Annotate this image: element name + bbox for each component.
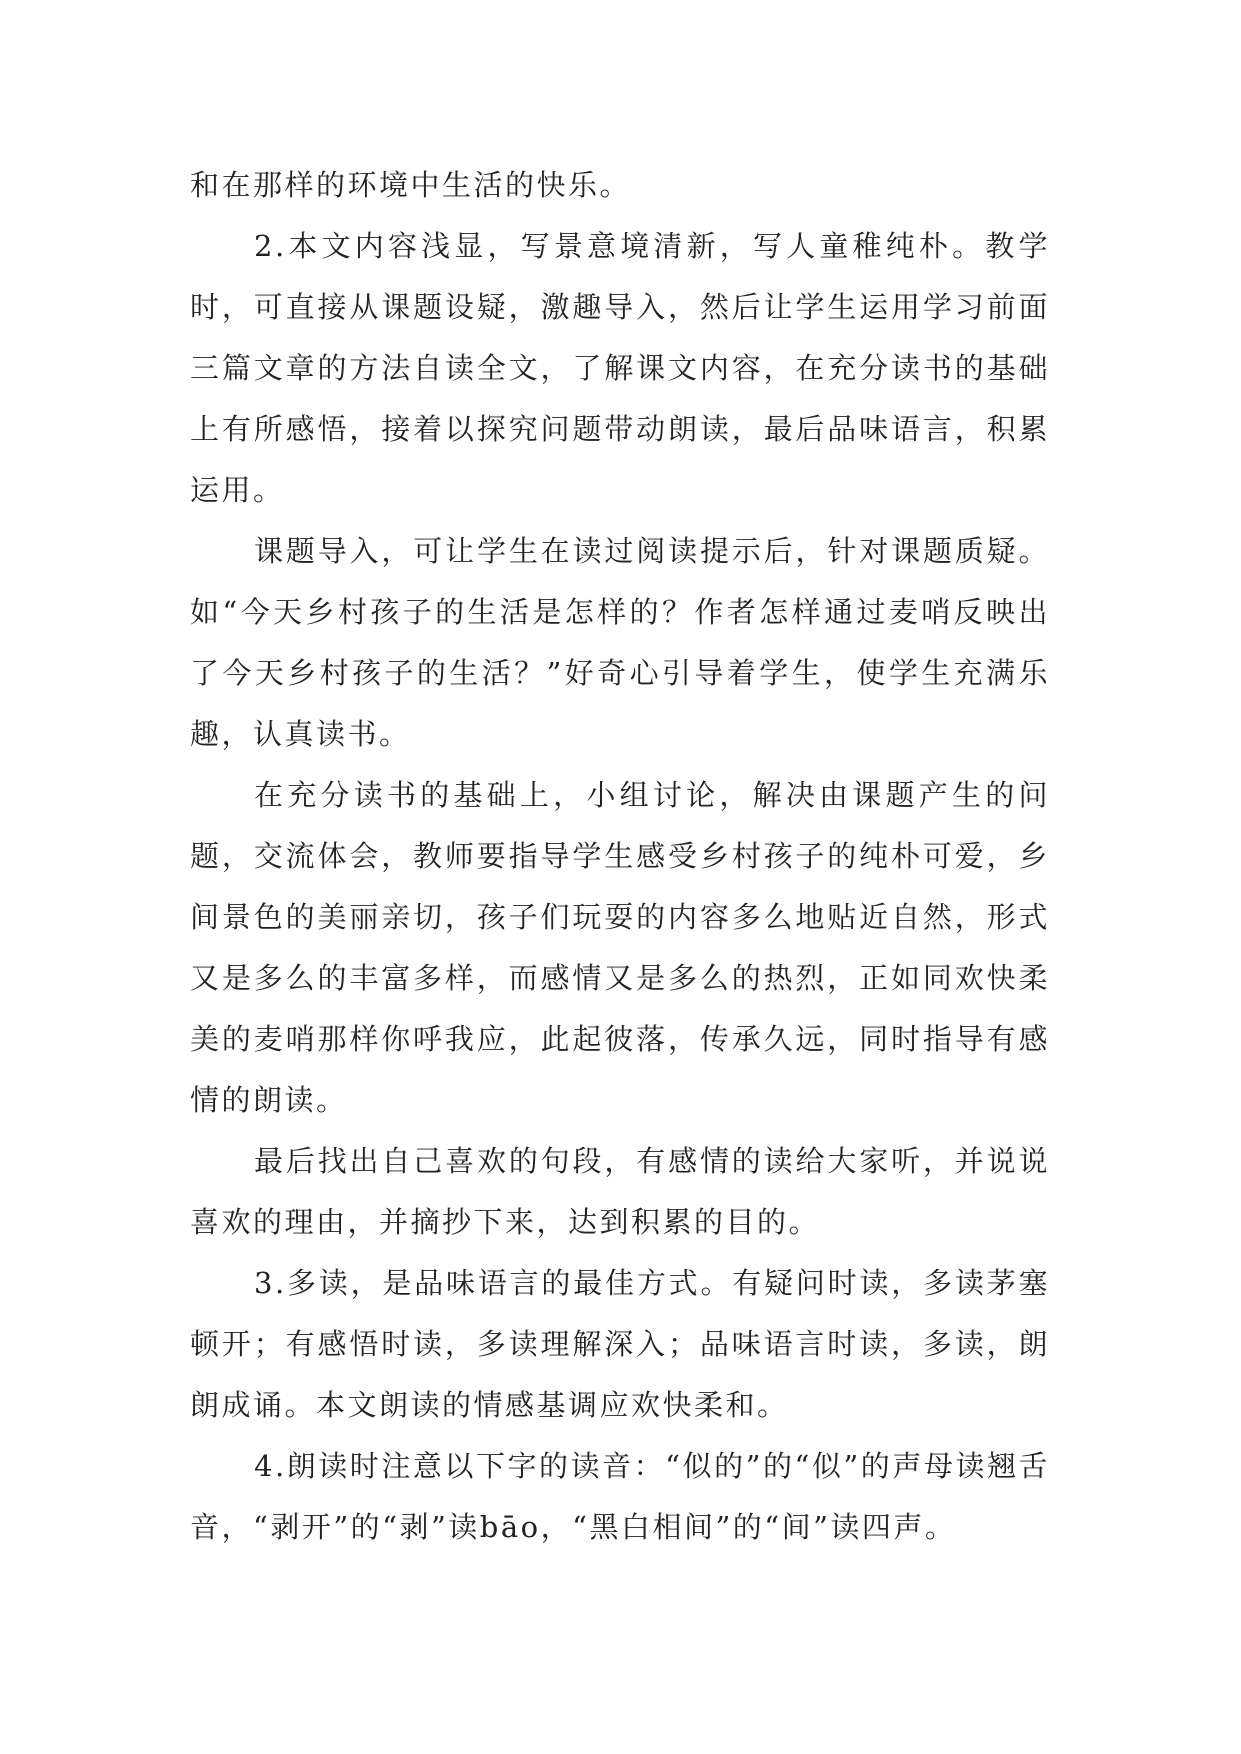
paragraph-2: 2.本文内容浅显，写景意境清新，写人童稚纯朴。教学时，可直接从课题设疑，激趣导入，然后让学生运用学习前面三篇文章的方法自读全文，了解课文内容，在充分读书的基础上有所感悟，接着以探究问题带动朗读，最后品味语言，积累运用。 — [190, 229, 1050, 507]
paragraph-3: 课题导入，可让学生在读过阅读提示后，针对课题质疑。如“今天乡村孩子的生活是怎样的？作者怎样通过麦哨反映出了今天乡村孩子的生活？”好奇心引导着学生，使学生充满乐趣，认真读书。 — [190, 534, 1050, 751]
document-body — [190, 155, 1050, 1558]
paragraph-4: 在充分读书的基础上，小组讨论，解决由课题产生的问题，交流体会，教师要指导学生感受乡村孩子的纯朴可爱，乡间景色的美丽亲切，孩子们玩耍的内容多么地贴近自然，形式又是多么的丰富多样，而感情又是多么的热烈，正如同欢快柔美的麦哨那样你呼我应，此起彼落，传承久远，同时指导有感情的朗读。 — [190, 778, 1050, 1117]
paragraph-5: 最后找出自己喜欢的句段，有感情的读给大家听，并说说喜欢的理由，并摘抄下来，达到积累的目的。 — [190, 1144, 1050, 1239]
paragraph-7: 4.朗读时注意以下字的读音：“似的”的“似”的声母读翘舌音，“剥开”的“剥”读bāo，“黑白相间”的“间”读四声。 — [190, 1449, 1050, 1544]
paragraph-1: 和在那样的环境中生活的快乐。 — [190, 168, 632, 202]
paragraph-6: 3.多读，是品味语言的最佳方式。有疑问时读，多读茅塞顿开；有感悟时读，多读理解深入；品味语言时读，多读，朗朗成诵。本文朗读的情感基调应欢快柔和。 — [190, 1266, 1050, 1422]
